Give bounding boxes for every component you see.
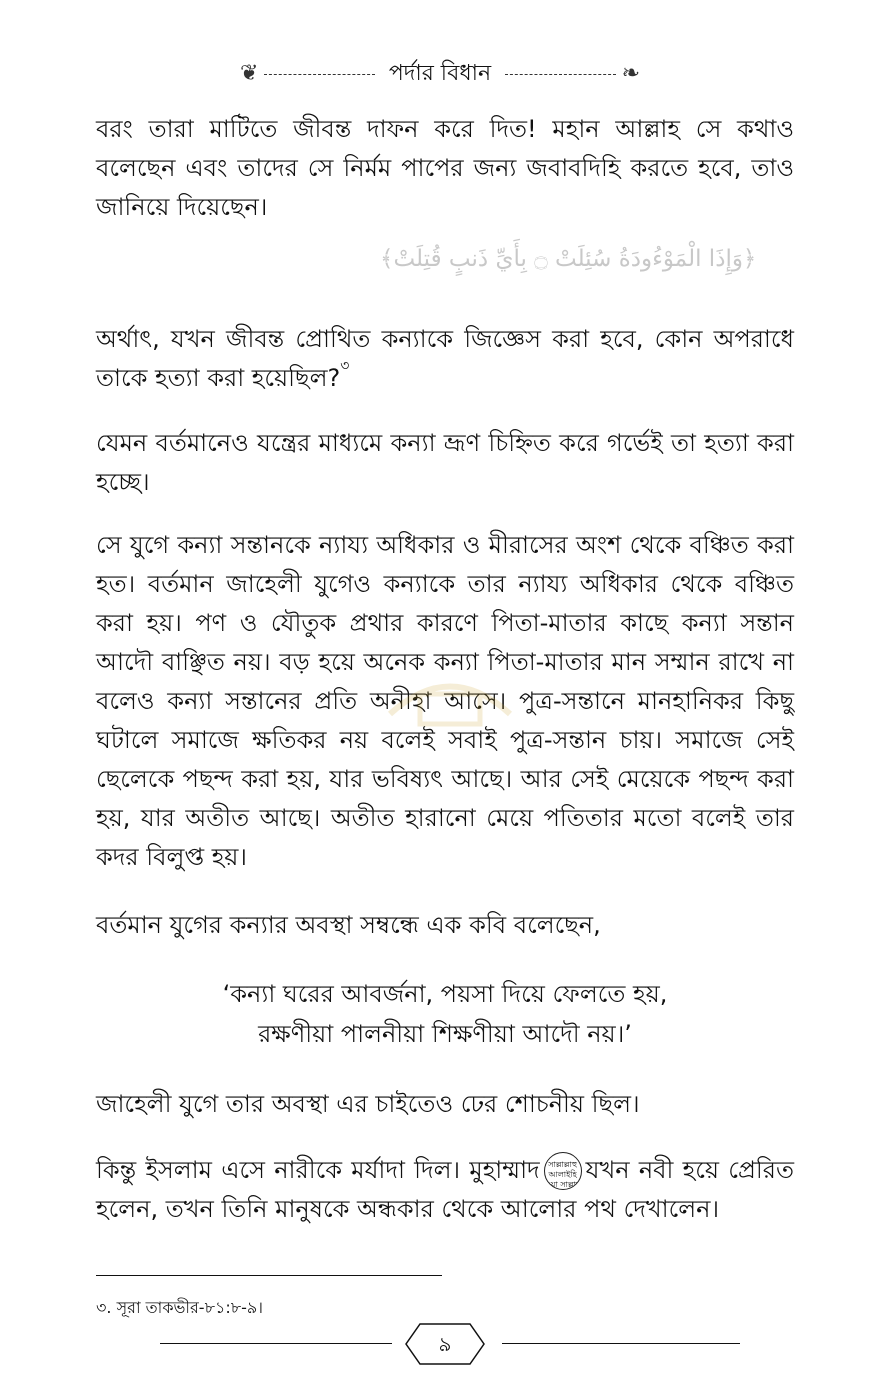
left-ornament-icon: ❦ (240, 61, 259, 86)
paragraph-7-text-b: যখন নবী হয়ে প্রেরিত হলেন, তখন তিনি মানুষকে অন্ধকার থেকে আলোর পথ দেখালেন। (96, 1156, 794, 1223)
watermark-logo-icon (360, 654, 540, 734)
paragraph-4: সে যুগে কন্যা সন্তানকে ন্যায্য অধিকার ও মীরাসের অংশ থেকে বঞ্চিত করা হত। বর্তমান জাহেলী যুগেও কন্যাকে তার ন্যায্য অধিকার থেকে বঞ্চিত করা হয়। পণ ও যৌতুক প্রথার কারণে পিতা-মাতার কাছে কন্যা সন্তান আদৌ বাঞ্ছিত নয়। বড় হয়ে অনেক কন্যা পিতা-মাতার মান সম্মান রাখে না বলেও কন্যা সন্তানের প্রতি অনীহা আসে। পুত্র-সন্তানে মানহানিকর কিছু ঘটালে সমাজে ক্ষতিকর নয় বলেই সবাই পুত্র-সন্তান চায়। সমাজে সেই ছেলেকে পছন্দ করা হয়, যার ভবিষ্যৎ আছে। আর সেই মেয়েকে পছন্দ করা হয়, যার অতীত আছে। অতীত হারানো মেয়ে পতিতার মতো বলেই তার কদর বিলুপ্ত হয়। (96, 531, 794, 871)
page-footer (160, 1322, 740, 1366)
right-ornament-icon: ❧ (621, 61, 641, 86)
footer-right-rule (502, 1343, 740, 1344)
paragraph-1: বরং তারা মাটিতে জীবন্ত দাফন করে দিত! মহান আল্লাহ সে কথাও বলেছেন এবং তাদের সে নির্মম পাপের জন্য জবাবদিহি করতে হবে, তাও জানিয়ে দিয়েছেন। (96, 115, 794, 221)
footnote-marker: ৩ (340, 358, 350, 374)
paragraph-7 (96, 1151, 794, 1229)
footer-left-rule (160, 1343, 392, 1344)
footnote-divider (96, 1275, 442, 1276)
salutation-seal-icon: সাল্লাল্লাহু আলাইহি ওয়া সাল্লাম (544, 1152, 582, 1190)
paragraph-2-text: অর্থাৎ, যখন জীবন্ত প্রোথিত কন্যাকে জিজ্ঞেস করা হবে, কোন অপরাধে তাকে হত্যা করা হয়েছিল? (96, 325, 794, 392)
paragraph-2 (96, 320, 794, 398)
paragraph-3: যেমন বর্তমানেও যন্ত্রের মাধ্যমে কন্যা ভ্রূণ চিহ্নিত করে গর্ভেই তা হত্যা করা হচ্ছে। (96, 429, 794, 496)
page-number: ৯ (438, 1332, 452, 1356)
paragraph-7-text-a: কিন্তু ইসলাম এসে নারীকে মর্যাদা দিল। মুহাম্মাদ (96, 1156, 540, 1184)
poem (96, 974, 794, 1054)
poem-line-1: ‘কন্যা ঘরের আবর্জনা, পয়সা দিয়ে ফেলতে হয়, (222, 980, 668, 1008)
page-header-title: পর্দার বিধান (388, 60, 492, 86)
running-header (240, 52, 640, 96)
header-left-rule (264, 74, 374, 75)
poem-line-2: রক্ষণীয়া পালনীয়া শিক্ষণীয়া আদৌ নয়।’ (258, 1020, 632, 1048)
header-right-rule (505, 74, 615, 75)
footnote-text: ৩. সূরা তাকভীর-৮১:৮-৯। (96, 1298, 263, 1317)
paragraph-5: বর্তমান যুগের কন্যার অবস্থা সম্বন্ধে এক কবি বলেছেন, (96, 911, 601, 939)
paragraph-6: জাহেলী যুগে তার অবস্থা এর চাইতেও ঢের শোচনীয় ছিল। (96, 1090, 640, 1118)
arabic-verse: ﴿وَإِذَا الْمَوْءُودَةُ سُئِلَتْ ۝ بِأَيِّ ذَنبٍ قُتِلَتْ﴾ (380, 246, 757, 272)
